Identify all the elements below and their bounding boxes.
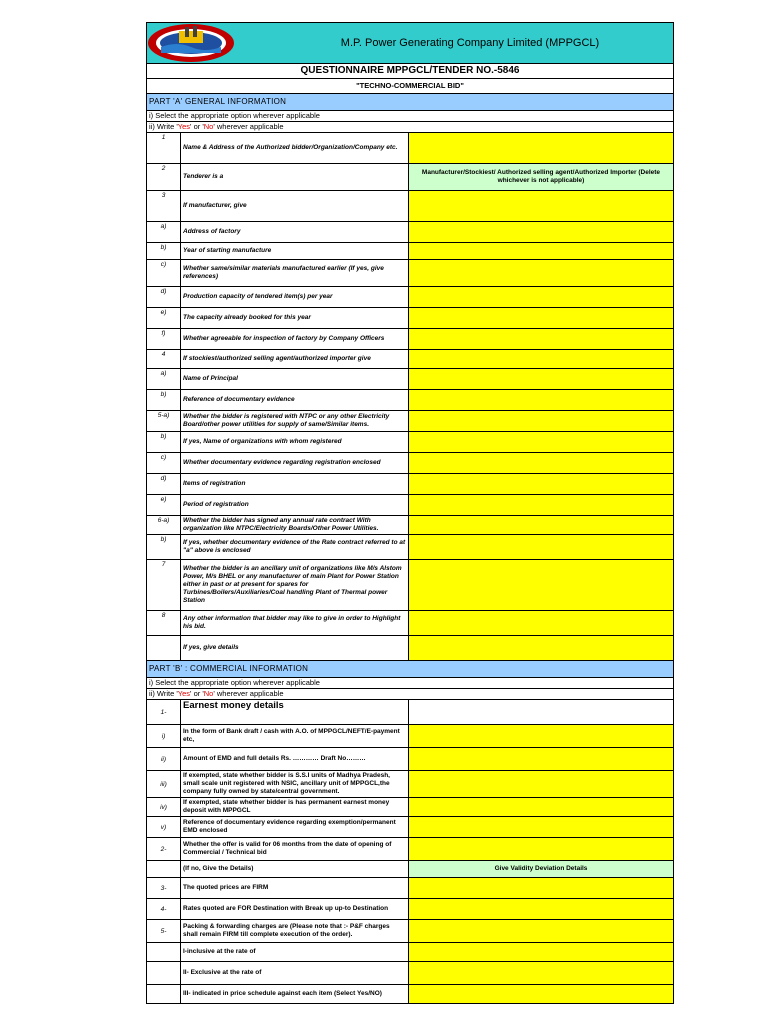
answer-cell[interactable] [409,453,673,473]
answer-cell[interactable] [409,243,673,259]
table-row [146,985,674,1004]
questionnaire-sheet [146,22,674,1004]
question-text: Reference of documentary evidence [181,390,409,410]
answer-cell[interactable] [409,432,673,452]
table-row [146,636,674,661]
part-b-rows [146,700,674,1004]
table-row [146,191,674,222]
question-text: If exempted, state whether bidder is has permanent earnest money deposit with MPPGCL [181,798,409,816]
table-row [146,962,674,985]
table-row [146,411,674,432]
answer-cell[interactable] [409,636,673,660]
answer-cell[interactable] [409,495,673,515]
table-row [146,432,674,453]
answer-cell[interactable] [409,191,673,221]
row-number: 5- [147,920,181,942]
table-row [146,771,674,798]
table-row [146,838,674,861]
answer-cell[interactable] [409,369,673,389]
answer-cell[interactable] [409,943,673,961]
table-row [146,243,674,260]
row-number: a) [147,222,181,242]
table-row [146,260,674,287]
question-text: II- Exclusive at the rate of [181,962,409,984]
row-number: 4 [147,350,181,368]
question-text: Any other information that bidder may like to give in order to Highlight his bid. [181,611,409,635]
row-number: 5-a) [147,411,181,431]
question-text: Whether agreeable for inspection of factory by Company Officers [181,329,409,349]
row-number: a) [147,369,181,389]
question-text: If yes, whether documentary evidence of the Rate contract referred to at "a" above is enclosed [181,535,409,559]
answer-cell[interactable] [409,308,673,328]
answer-cell[interactable] [409,474,673,494]
question-text: Whether the bidder is an ancillary unit of organizations like M/s Alstom Power, M/s BHEL or any manufacturer of main Plant for Power Station either in past or at present for spares for Turbines/Boilers/Auxiliaries/Coal handling Plant of Thermal power Station [181,560,409,610]
table-row [146,390,674,411]
question-text: If stockiest/authorized selling agent/authorized importer give [181,350,409,368]
company-logo [147,23,235,63]
table-row [146,560,674,611]
answer-cell[interactable] [409,920,673,942]
question-text: Reference of documentary evidence regarding exemption/permanent EMD enclosed [181,817,409,837]
table-row [146,748,674,771]
row-number [147,985,181,1003]
part-a-note-2: ii) Write 'Yes' or 'No' wherever applicable [146,122,674,133]
part-b-note-1: i) Select the appropriate option wherever applicable [146,678,674,689]
table-row [146,329,674,350]
table-row [146,474,674,495]
question-text: If yes, give details [181,636,409,660]
row-number [147,962,181,984]
table-row [146,725,674,748]
answer-cell[interactable] [409,260,673,286]
question-text: I-inclusive at the rate of [181,943,409,961]
part-b-note-2: ii) Write 'Yes' or 'No' wherever applicable [146,689,674,700]
row-number: 7 [147,560,181,610]
row-number: iii) [147,771,181,797]
question-text: Whether the offer is valid for 06 months from the date of opening of Commercial / Technical bid [181,838,409,860]
table-row [146,535,674,560]
answer-cell[interactable] [409,878,673,898]
answer-cell[interactable] [409,390,673,410]
row-number: 6-a) [147,516,181,534]
answer-cell[interactable] [409,222,673,242]
question-text: Period of registration [181,495,409,515]
question-text: Name & Address of the Authorized bidder/Organization/Company etc. [181,133,409,163]
questionnaire-title: QUESTIONNAIRE MPPGCL/TENDER NO.-5846 [146,64,674,79]
table-row [146,861,674,878]
part-a-heading: PART 'A' GENERAL INFORMATION [146,94,674,111]
answer-cell[interactable] [409,535,673,559]
row-number: 1- [147,700,181,724]
table-row [146,308,674,329]
table-row [146,369,674,390]
answer-cell[interactable] [409,700,673,724]
answer-cell[interactable] [409,725,673,747]
table-row [146,287,674,308]
table-row [146,453,674,474]
question-text: III- indicated in price schedule against each item (Select Yes/NO) [181,985,409,1003]
table-row [146,133,674,164]
table-row [146,516,674,535]
question-text: The capacity already booked for this year [181,308,409,328]
question-text: If exempted, state whether bidder is S.S.I units of Madhya Pradesh, small scale unit registered with NSIC, ancillary unit of MPPGCL,the company fully owned by state/central government. [181,771,409,797]
answer-cell[interactable] [409,817,673,837]
row-number: v) [147,817,181,837]
table-row [146,920,674,943]
row-number: i) [147,725,181,747]
table-row [146,495,674,516]
answer-cell[interactable] [409,798,673,816]
answer-cell[interactable]: Manufacturer/Stockiest/ Authorized selling agent/Authorized Importer (Delete whichever is not applicable) [409,164,673,190]
question-text: (If no, Give the Details) [181,861,409,877]
table-row [146,222,674,243]
answer-cell[interactable] [409,771,673,797]
answer-cell[interactable]: Give Validity Deviation Details [409,861,673,877]
row-number: b) [147,390,181,410]
answer-cell[interactable] [409,411,673,431]
answer-cell[interactable] [409,748,673,770]
header-bar [146,22,674,64]
row-number: 2- [147,838,181,860]
row-number: b) [147,243,181,259]
answer-cell[interactable] [409,611,673,635]
question-text: Amount of EMD and full details Rs. ………… Draft No……… [181,748,409,770]
row-number: ii) [147,748,181,770]
question-text: Rates quoted are FOR Destination with Break up up-to Destination [181,899,409,919]
table-row [146,164,674,191]
row-number: d) [147,287,181,307]
question-text: Earnest money details [181,700,409,724]
answer-cell[interactable] [409,329,673,349]
row-number: c) [147,453,181,473]
company-name: M.P. Power Generating Company Limited (MPPGCL) [340,37,600,49]
question-text: Whether the bidder is registered with NTPC or any other Electricity Board/other power utilities for supply of same/Similar items. [181,411,409,431]
question-text: If yes, Name of organizations with whom registered [181,432,409,452]
row-number: 1 [147,133,181,163]
row-number: 8 [147,611,181,635]
table-row [146,899,674,920]
answer-cell[interactable] [409,899,673,919]
row-number: e) [147,495,181,515]
question-text: Year of starting manufacture [181,243,409,259]
part-a-rows [146,133,674,661]
answer-cell[interactable] [409,560,673,610]
question-text: Whether the bidder has signed any annual rate contract With organization like NTPC/Electricity Boards/Other Power Utilities. [181,516,409,534]
answer-cell[interactable] [409,838,673,860]
row-number: d) [147,474,181,494]
row-number: 3 [147,191,181,221]
row-number: iv) [147,798,181,816]
table-row [146,611,674,636]
question-text: The quoted prices are FIRM [181,878,409,898]
row-number: 4- [147,899,181,919]
question-text: Packing & forwarding charges are (Please note that :- P&F charges shall remain FIRM till complete execution of the order). [181,920,409,942]
question-text: Whether documentary evidence regarding registration enclosed [181,453,409,473]
question-text: Items of registration [181,474,409,494]
table-row [146,700,674,725]
row-number: b) [147,535,181,559]
answer-cell[interactable] [409,962,673,984]
row-number: f) [147,329,181,349]
question-text: Whether same/similar materials manufactured earlier (If yes, give references) [181,260,409,286]
answer-cell[interactable] [409,516,673,534]
row-number: e) [147,308,181,328]
question-text: Name of Principal [181,369,409,389]
question-text: If manufacturer, give [181,191,409,221]
answer-cell[interactable] [409,287,673,307]
part-b-heading: PART 'B' : COMMERCIAL INFORMATION [146,661,674,678]
question-text: Address of factory [181,222,409,242]
table-row [146,817,674,838]
answer-cell[interactable] [409,350,673,368]
row-number [147,861,181,877]
row-number: 2 [147,164,181,190]
row-number [147,636,181,660]
answer-cell[interactable] [409,133,673,163]
table-row [146,798,674,817]
part-a-note-1: i) Select the appropriate option wherever applicable [146,111,674,122]
row-number [147,943,181,961]
bid-subtitle: "TECHNO-COMMERCIAL BID" [146,79,674,94]
question-text: In the form of Bank draft / cash with A.O. of MPPGCL/NEFT/E-payment etc, [181,725,409,747]
table-row [146,350,674,369]
question-text: Production capacity of tendered item(s) per year [181,287,409,307]
table-row [146,878,674,899]
row-number: 3- [147,878,181,898]
row-number: b) [147,432,181,452]
row-number: c) [147,260,181,286]
answer-cell[interactable] [409,985,673,1003]
table-row [146,943,674,962]
question-text: Tenderer is a [181,164,409,190]
